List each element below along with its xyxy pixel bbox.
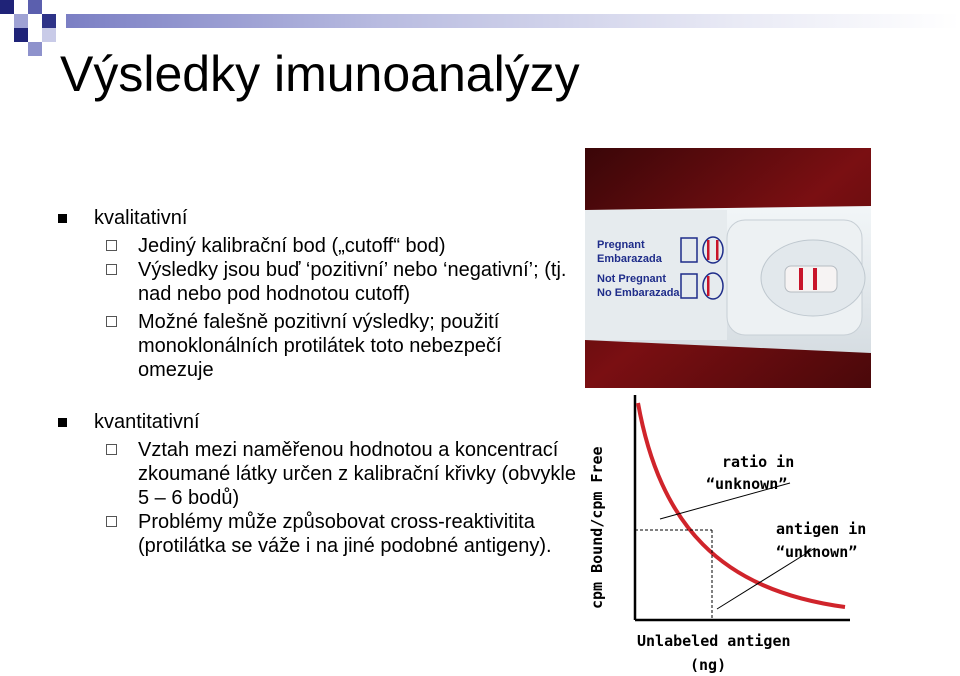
banner-square <box>28 0 42 14</box>
photo-label: Embarazada <box>597 253 662 265</box>
x-axis-label: Unlabeled antigen <box>637 632 791 650</box>
x-axis-unit: (ng) <box>690 656 727 674</box>
pregnancy-test-photo <box>585 148 871 388</box>
banner-square <box>28 42 42 56</box>
annotation-antigen: antigen in <box>776 520 867 538</box>
photo-label: Pregnant <box>597 239 645 251</box>
photo-label: Not Pregnant <box>597 273 667 285</box>
section-heading: kvalitativní <box>58 206 578 230</box>
y-axis-label <box>588 446 606 609</box>
banner-gradient-bar <box>66 14 960 28</box>
annotation-ratio: ratio in <box>722 453 795 471</box>
annotation-ratio-unknown: “unknown” <box>706 475 788 493</box>
photo-label: No Embarazada <box>597 287 680 299</box>
banner-square <box>14 28 28 42</box>
calibration-curve-diagram <box>580 385 960 676</box>
hollow-square-bullet-icon <box>106 264 117 275</box>
list-item: Možné falešně pozitivní výsledky; použití monoklonálních protilátek toto nebezpečí omezuje <box>58 310 578 382</box>
hollow-square-bullet-icon <box>106 316 117 327</box>
bullet-list <box>58 206 578 558</box>
annotation-antigen-unknown: “unknown” <box>776 543 858 561</box>
svg-text:cpm Bound/cpm Free: cpm Bound/cpm Free <box>588 446 606 609</box>
hollow-square-bullet-icon <box>106 444 117 455</box>
square-bullet-icon <box>58 214 67 223</box>
list-item: Vztah mezi naměřenou hodnotou a koncentrací zkoumané látky určen z kalibrační křivky (obvykle 5 – 6 bodů) <box>58 438 578 510</box>
calibration-curve <box>638 403 845 607</box>
banner-square <box>0 0 14 14</box>
banner-square <box>42 28 56 42</box>
slide-title: Výsledky imunoanalýzy <box>60 46 580 102</box>
list-item: Výsledky jsou buď ‘pozitivní’ nebo ‘negativní’; (tj. nad nebo pod hodnotou cutoff) <box>58 258 578 306</box>
hollow-square-bullet-icon <box>106 240 117 251</box>
list-item: Jediný kalibrační bod („cutoff“ bod) <box>58 234 578 258</box>
banner-square <box>42 14 56 28</box>
hollow-square-bullet-icon <box>106 516 117 527</box>
square-bullet-icon <box>58 418 67 427</box>
list-item: Problémy může způsobovat cross-reaktivitita (protilátka se váže i na jiné podobné antigeny). <box>58 510 578 558</box>
banner-square <box>14 14 28 28</box>
section-heading: kvantitativní <box>58 410 578 434</box>
